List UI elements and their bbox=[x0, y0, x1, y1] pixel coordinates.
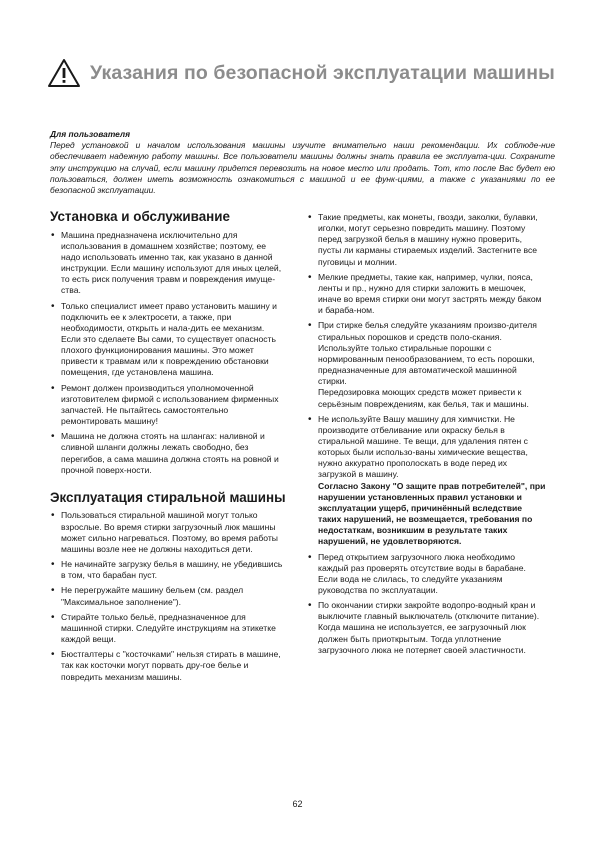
list-item: • Не перегружайте машину бельем (см. раздел "Максимальное заполнение"). bbox=[50, 585, 286, 607]
legal-notice: Согласно Закону "О защите прав потребителей", при нарушении установленных правил установки и эксплуатации ущерб, причинённый вследствие таких нарушений, не возмещается, требования по недостаткам, возникшим в результате таких нарушений, не удовлетворяются. bbox=[318, 480, 546, 547]
list-item: • Бюстгалтеры с "косточками" нельзя стирать в машине, так как косточки могут порвать дру-гое белье и повредить механизм машины. bbox=[50, 649, 286, 682]
page-number: 62 bbox=[292, 799, 303, 809]
list-item: • Пользоваться стиральной машиной могут только взрослые. Во время стирки загрузочный люк машины может сильно нагреваться. Поэтому, во время работы машины возле нее не должны находиться дети. bbox=[50, 510, 286, 555]
list-item: • Такие предметы, как монеты, гвозди, заколки, булавки, иголки, могут серьезно повредить машину. Поэтому перед загрузкой белья в машину нужно проверить, пусты ли карманы стираемых изделий. Застегните все пуговицы и молнии. bbox=[307, 212, 547, 268]
warning-triangle-icon bbox=[47, 58, 81, 88]
list-item-extra: Если это сделаете Вы сами, то существует опасность плохого функционирования машины. Это может привести к травмам или к повреждению обстановки помещения, где установлена машина. bbox=[61, 334, 277, 378]
list-item: • При стирке белья следуйте указаниям произво-дителя стиральных порошков и средств поло-скания. Используйте только стиральные порошки с нормированным пенообразованием, то есть порошки, предназначенные для автоматической машинной стирки. Передозировка моющих средств может привести к серьёзным повреждениям, как белья, так и машины. bbox=[307, 320, 547, 409]
list-item: • Машина предназначена исключительно для использования в домашнем хозяйстве; поэтому, ее надо использовать именно так, как указано в данной инструкции. Если машину используют для иных целей, то есть риск получения травм и повреждения имуще-ства. bbox=[50, 230, 286, 297]
right-list bbox=[307, 212, 547, 656]
list-item: • Не начинайте загрузку белья в машину, не убедившись в том, что барабан пуст. bbox=[50, 559, 286, 581]
intro-text: Перед установкой и началом использования машины изучите внимательно наши рекомендации. Их соблюде-ние обеспечивает надежную работу машины. Все пользователи машины должны знать правила ее эксплуата-ции. Сохраните эту инструкцию на случай, если машину придется перевозить на новое место или продать. Тот, кто после Вас будет ею пользоваться, должен иметь возможность ознакомиться с машиной и ее функ-циями, а также с указаниями по ее безопасной эксплуатации. bbox=[50, 140, 555, 196]
list-item: • Ремонт должен производиться уполномоченной изготовителем фирмой с использованием фирменных запчастей. Не пытайтесь самостоятельно ремонтировать машину! bbox=[50, 383, 286, 428]
list-item: • Только специалист имеет право установить машину и подключить ее к электросети, а также, при необходимости, открыть и нала-дить ее механизм. Если это сделаете Вы сами, то существует опасность плохого функционирования машины. Это может привести к травмам или к повреждению обстановки помещения, где установлена машина. bbox=[50, 301, 286, 379]
list-item: • Машина не должна стоять на шлангах: наливной и сливной шланги должны лежать свободно, без перегибов, а сама машина должна стоять на ровной и прочной поверх-ности. bbox=[50, 431, 286, 476]
page-title: Указания по безопасной эксплуатации машины bbox=[90, 62, 555, 84]
list-item-extra: Передозировка моющих средств может привести к серьёзным повреждениям, как белья, так и машины. bbox=[318, 387, 529, 409]
right-column bbox=[307, 212, 547, 660]
intro-heading: Для пользователя bbox=[50, 129, 131, 139]
list-item: • Стирайте только бельё, предназначенное для машинной стирки. Следуйте инструкциям на этикетке каждой вещи. bbox=[50, 612, 286, 645]
installation-list bbox=[50, 230, 286, 476]
list-item: • По окончании стирки закройте водопро-водный кран и выключите главный выключатель (отключите питание). Когда машина не используется, ее загрузочный люк должен быть приоткрытым. Тогда уплотнение загрузочного люка не потеряет своей эластичности. bbox=[307, 600, 547, 656]
operation-heading: Эксплуатация стиральной машины bbox=[50, 489, 286, 505]
left-column bbox=[50, 210, 286, 687]
intro-section bbox=[50, 129, 555, 196]
list-item: • Мелкие предметы, такие как, например, чулки, пояса, ленты и пр., нужно для стирки заложить в мешочек, иначе во время стирки они могут застрять между баком и бараба-ном. bbox=[307, 272, 547, 317]
list-item: • Не используйте Вашу машину для химчистки. Не производите отбеливание или окраску белья в стиральной машине. Те вещи, для удаления пятен с которых были использо-ваны химические вещества, нужно аккуратно прополоскать в воде перед их загрузкой в машину. Согласно Закону "О защите прав потребителей", при нарушении установленных правил установки и эксплуатации ущерб, причинённый вследствие таких нарушений, не возмещается, требования по недостаткам, возникшим в результате таких нарушений, не удовлетворяются. bbox=[307, 414, 547, 548]
operation-list bbox=[50, 510, 286, 682]
page-header bbox=[47, 58, 567, 98]
installation-heading: Установка и обслуживание bbox=[50, 209, 230, 224]
list-item: • Перед открытием загрузочного люка необходимо каждый раз проверять отсутствие воды в барабане. Если вода не слилась, то следуйте указаниям руководства по эксплуатации. bbox=[307, 552, 547, 597]
